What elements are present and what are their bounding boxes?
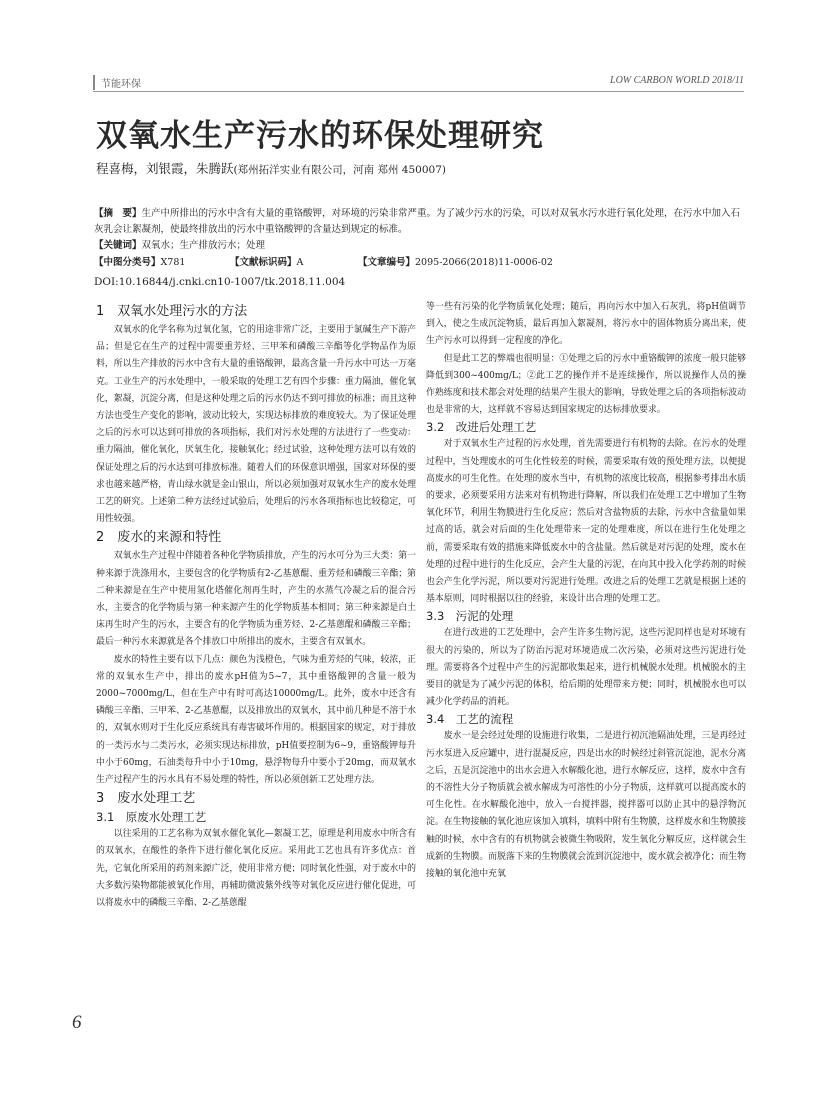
section-3-3-heading: 3.3 污泥的处理 (426, 609, 514, 624)
paragraph: 但是此工艺的弊端也很明显：①处理之后的污水中重铬酸钾的浓度一般只能够降低到300~400mg/L；②此工艺的操作并不是连续操作，所以说操作人员的操作熟练度和技术都会对处理的结果产生很大的影响，导致处理之后的各项指标波动也是非常的大，这样就不容易达到国家规定的达标排放要求。 (426, 353, 746, 416)
left-column (96, 302, 416, 912)
abstract-label: 【摘 要】 (94, 208, 142, 219)
keywords-label: 【关键词】 (94, 240, 142, 251)
keywords-text: 双氧水；生产排放污水；处理 (141, 240, 266, 251)
header-journal: LOW CARBON WORLD 2018/11 (610, 75, 744, 86)
paragraph: 废水一是会经过处理的设施进行收集，二是进行初沉池隔油处理，三是再经过污水泵进入反应罐中，进行混凝反应，四是出水的时候经过斜管沉淀池，泥水分离之后，五是沉淀池中的出水会进入水解酸化池，进行水解反应，这样，废水中含有的不溶性大分子物质就会被水解成为可溶性的小分子物质，这样就可以提高废水的可生化性。在水解酸化池中，放入一台搅拌器，搅拌器可以防止其中的悬浮物沉淀。在生物接触的氧化池应该加入填料，填料中附有生物膜，这样废水和生物膜接触的时候，水中含有的有机物就会被微生物吸附，发生氧化分解反应，这样就会生成新的生物膜。而脱落下来的生物膜就会流到沉淀池中，废水就会被净化；而生物接触的氧化池中充氧 (426, 731, 746, 880)
abstract (94, 206, 746, 238)
abstract-text: 生产中所排出的污水中含有大量的重铬酸钾，对环境的污染非常严重。为了减少污水的污染，可以对双氧水污水进行氧化处理，在污水中加入石灰乳会让絮凝剂，使最终排放出的污水中重铬酸钾的含量达到规定的标准。 (94, 208, 741, 235)
keywords (94, 238, 746, 254)
section-2-heading: 2 废水的来源和特性 (96, 530, 222, 546)
header-section: 节能环保 (93, 75, 141, 90)
page-number: 6 (72, 1012, 82, 1033)
paper-title: 双氧水生产污水的环保处理研究 (96, 118, 544, 154)
clc-code: 【中图分类号】X781 (94, 257, 186, 268)
section-3-heading: 3 废水处理工艺 (96, 791, 196, 807)
abstract-block (94, 206, 746, 254)
section-3-4-heading: 3.4 工艺的流程 (426, 712, 514, 727)
paragraph: 双氧水的化学名称为过氧化氢，它的用途非常广泛，主要用于氯碱生产下游产品；但是它在生产的过程中需要重芳烃、三甲苯和磷酸三辛酯等化学物品作为原料，所以生产排放的污水中含有大量的重铬酸钾，最高含量一升污水中可达一万毫克。工业生产的污水处理中，一般采取的处理工艺有四个步骤：重力隔油，催化氧化，絮凝，沉淀分离，但是这种处理之后的污水仍达不到可排放的标准；而且这种方法也受生产变化的影响，波动比较大，实现达标排放的难度较大。为了保证处理之后的污水可以达到可排放的各项指标，我们对污水处理的方法进行了一些变动：重力隔油，催化氧化，厌氧生化，接触氧化；经过试验，这种处理方法可以有效的保证处理之后的污水达到可排放标准。随着人们的环保意识增强，国家对环保的要求也越来越严格，青山绿水就是金山银山，所以必须加强对双氧水生产的废水处理工艺的研究。上述第二种方法经过试验后，处理后的污水各项指标也比较稳定，可用性较强。 (96, 325, 416, 525)
section-3-1-heading: 3.1 原废水处理工艺 (96, 810, 207, 825)
paragraph: 双氧水生产过程中伴随着各种化学物质排放，产生的污水可分为三大类：第一种来源于洗涤用水，主要包含的化学物质有2-乙基蒽醌、重芳烃和磷酸三辛酯；第二种来源是在生产中使用氢化塔催化剂再生时，产生的水蒸气冷凝之后的混合污水，主要含的化学物质与第一种来源产生的化学物质基本相同；第三种来源是白土床再生时产生的污水，主要含有的化学物质为重芳烃、2-乙基蒽醌和磷酸三辛酯；最后一种污水来源就是各个排放口中所排出的废水，主要含有双氧水。 (96, 551, 416, 648)
article-number: 【文章编号】2095-2066(2018)11-0006-02 (358, 257, 553, 268)
right-column (426, 299, 746, 883)
paragraph: 对于双氧水生产过程的污水处理，首先需要进行有机物的去除。在污水的处理过程中，当处理废水的可生化性较差的时候，需要采取有效的预处理方法，以便提高废水的可生化性。在处理的废水当中，有机物的浓度比较高，根据参考排出水质的要求，必须要采用方法来对有机物进行降解，所以我们在处理工艺中增加了生物氧化环节，利用生物膜进行生化反应；然后对含盐物质的去除，污水中含盐量如果过高的话，就会对后面的生化处理带来一定的处理难度，所以在进行生化处理之前，需要采取有效的措施来降低废水中的含盐量。然后就是对污泥的处理，废水在处理的过程中进行的生化反应，会产生大量的污泥，在向其中投入化学药剂的时候也会产生化学污泥，所以要对污泥进行处理。改进之后的处理工艺就是根据上述的基本原则，同时根据以往的经验，来设计出合理的处理工艺。 (426, 439, 746, 605)
section-3-2-heading: 3.2 改进后处理工艺 (426, 420, 537, 435)
doc-code: 【文献标识码】A (230, 257, 304, 268)
section-1-heading: 1 双氧水处理污水的方法 (96, 304, 248, 319)
authors: 程喜梅，刘银霞，朱腾跃 (96, 161, 234, 176)
author-line (96, 159, 736, 177)
affiliation: (郑州拓洋实业有限公司，河南 郑州 450007) (233, 164, 446, 176)
paragraph: 废水的特性主要有以下几点：颜色为浅橙色，气味为重芳烃的气味，较浓，正常的双氧水生产中，排出的废水pH值为5~7，其中重铬酸钾的含量一般为2000~7000mg/L，但在生产中有时可高达10000mg/L。此外，废水中还含有磷酸三辛酯、三甲苯、2-乙基蒽醌，以及排放出的双氧水，其中前几种是不溶于水的，双氧水则对于生化反应系统具有毒害破坏作用的。根据国家的规定，对于排放的一类污水与二类污水，必须实现达标排放，pH值要控制为6~9，重铬酸钾每升中小于60mg，石油类每升中小于10mg，悬浮物每升中要小于20mg，而双氧水生产过程产生的污水具有不易处理的特性，所以必须创新工艺处理方法。 (96, 654, 416, 786)
paragraph: 以往采用的工艺名称为双氧水催化氧化—絮凝工艺，原理是利用废水中所含有的双氧水，在酸性的条件下进行催化氧化反应。采用此工艺也具有许多优点：首先，它氧化所采用的药剂来源广泛，使用非常方便；同时氧化性强，对于废水中的大多数污染物都能被氧化作用，再辅助微波紫外线等对氧化反应进行催化促进，可以将废水中的磷酸三辛酯、2-乙基蒽醌 (96, 829, 416, 909)
paragraph: 在进行改进的工艺处理中，会产生许多生物污泥，这些污泥同样也是对环境有很大的污染的，所以为了防治污泥对环境造成二次污染，必须对这些污泥进行处理。需要将各个过程中产生的污泥都收集起来，进行机械脱水处理。机械脱水的主要目的就是为了减少污泥的体积，给后期的处理带来方便；同时，机械脱水也可以减少化学药品的消耗。 (426, 628, 746, 708)
header-rule (93, 91, 744, 92)
classification-line (94, 255, 746, 271)
running-header (93, 75, 744, 89)
doi: DOI:10.16844/j.cnki.cn10-1007/tk.2018.11.004 (94, 276, 346, 288)
paragraph: 等一些有污染的化学物质氧化处理；随后，再向污水中加入石灰乳，将pH值调节到入，使之生成沉淀物质，最后再加入絮凝剂，将污水中的固体物质分离出来，使生产污水可以得到一定程度的净化。 (426, 302, 746, 347)
